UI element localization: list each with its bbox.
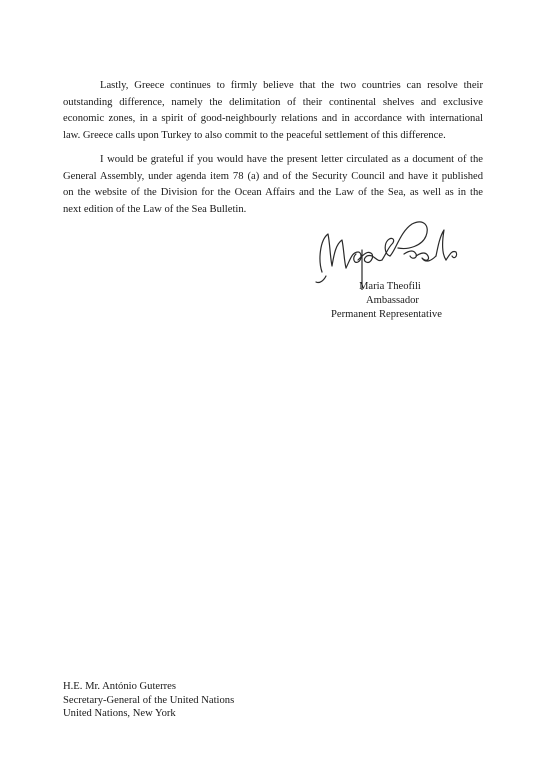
addressee-name: H.E. Mr. António Guterres (63, 681, 176, 692)
paragraph-line: law. Greece calls upon Turkey to also commit to the peaceful settlement of this difference. (63, 129, 446, 141)
signatory-role: Permanent Representative (331, 309, 442, 320)
paragraph-line: I would be grateful if you would have the present letter circulated as a document of the (100, 154, 483, 165)
paragraph-line: Lastly, Greece continues to firmly believe that the two countries can resolve their (100, 80, 483, 91)
paragraph-line: outstanding difference, namely the delimitation of their continental shelves and exclusive (63, 96, 483, 108)
signature-block (300, 210, 490, 320)
paragraph-line: on the website of the Division for the Ocean Affairs and the Law of the Sea, as well as in the (63, 187, 483, 199)
closing-paragraph (63, 78, 483, 144)
paragraph-line: General Assembly, under agenda item 78 (a) and of the Security Council and have it published (63, 170, 483, 182)
paragraph-line: next edition of the Law of the Sea Bulletin. (63, 203, 247, 215)
paragraph-line: economic zones, in a spirit of good-neighbourly relations and in accordance with international (63, 113, 483, 125)
addressee-location: United Nations, New York (63, 708, 176, 720)
request-paragraph (63, 152, 483, 218)
signatory-title: Ambassador (366, 295, 419, 306)
signatory-name: Maria Theofili (359, 281, 421, 292)
handwritten-signature (300, 210, 490, 290)
addressee-position: Secretary-General of the United Nations (63, 694, 235, 706)
addressee-block (63, 680, 234, 721)
